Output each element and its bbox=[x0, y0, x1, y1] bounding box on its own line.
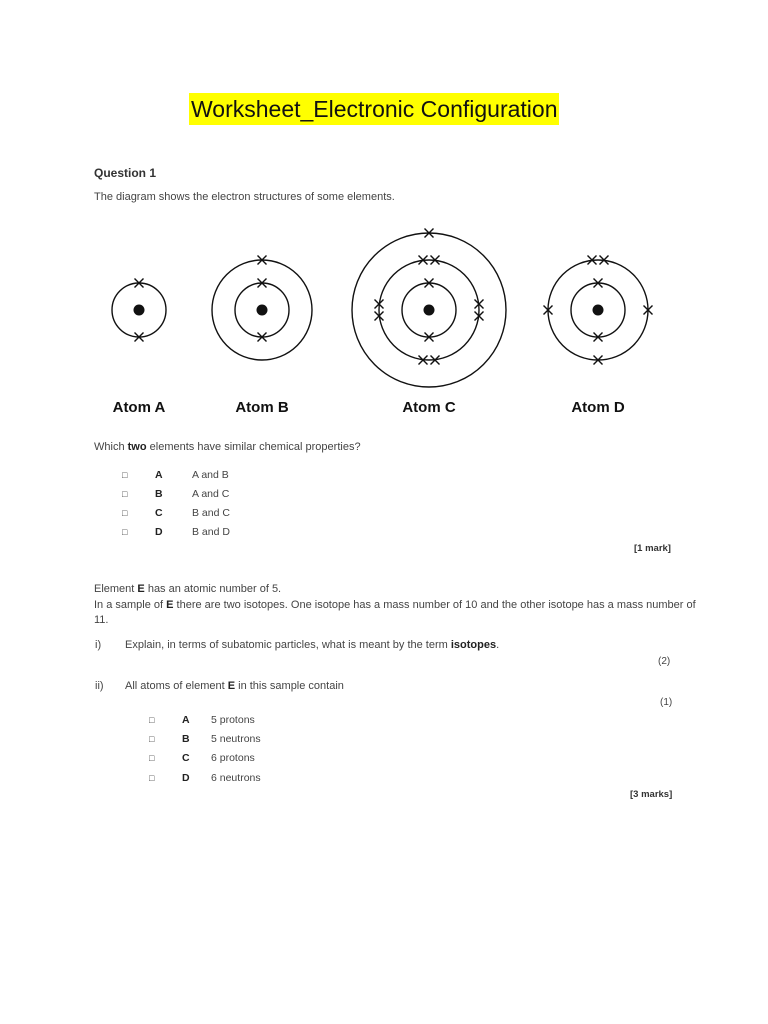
question-2-line-2: In a sample of E there are two isotopes. One isotope has a mass number of 10 and the other isotope has a mass number of bbox=[94, 599, 696, 611]
atom-a-diagram bbox=[112, 279, 166, 342]
option-text: B and C bbox=[192, 507, 230, 519]
nucleus bbox=[257, 305, 268, 316]
option-letter: B bbox=[155, 488, 163, 500]
option-letter: D bbox=[155, 526, 163, 538]
checkbox-icon[interactable]: □ bbox=[149, 773, 155, 783]
atom-a-label: Atom A bbox=[112, 399, 166, 416]
option-text: A and C bbox=[192, 488, 230, 500]
question-2-line-1: Element E has an atomic number of 5. bbox=[94, 583, 282, 595]
option-letter: C bbox=[155, 507, 163, 519]
part-ii-marks: (1) bbox=[660, 697, 673, 708]
option-text: A and B bbox=[192, 469, 229, 481]
option-letter: D bbox=[182, 772, 190, 784]
question-2-marks: [3 marks] bbox=[630, 789, 673, 800]
atom-diagrams bbox=[0, 220, 768, 430]
worksheet-title: Worksheet_Electronic Configuration bbox=[189, 93, 559, 125]
checkbox-icon[interactable]: □ bbox=[122, 489, 128, 499]
option-text: 5 protons bbox=[211, 714, 255, 726]
part-ii-numeral: ii) bbox=[95, 680, 104, 692]
part-i-text: Explain, in terms of subatomic particles, what is meant by the term isotopes. bbox=[125, 639, 500, 651]
checkbox-icon[interactable]: □ bbox=[149, 753, 155, 763]
option-letter: A bbox=[182, 714, 190, 726]
question-1-intro: The diagram shows the electron structures of some elements. bbox=[94, 191, 395, 203]
checkbox-icon[interactable]: □ bbox=[122, 470, 128, 480]
option-text: 6 protons bbox=[211, 752, 255, 764]
part-i-marks: (2) bbox=[658, 656, 671, 667]
nucleus bbox=[424, 305, 435, 316]
checkbox-icon[interactable]: □ bbox=[122, 527, 128, 537]
atom-b-label: Atom B bbox=[235, 399, 289, 416]
option-text: 6 neutrons bbox=[211, 772, 261, 784]
checkbox-icon[interactable]: □ bbox=[149, 715, 155, 725]
question-1-marks: [1 mark] bbox=[634, 543, 671, 554]
nucleus bbox=[593, 305, 604, 316]
checkbox-icon[interactable]: □ bbox=[149, 734, 155, 744]
part-i-numeral: i) bbox=[95, 639, 102, 651]
question-1-heading: Question 1 bbox=[94, 166, 157, 180]
question-1-prompt: Which two elements have similar chemical properties? bbox=[94, 441, 361, 453]
option-letter: C bbox=[182, 752, 190, 764]
part-ii-text: All atoms of element E in this sample contain bbox=[125, 680, 344, 692]
option-letter: A bbox=[155, 469, 163, 481]
checkbox-icon[interactable]: □ bbox=[122, 508, 128, 518]
option-letter: B bbox=[182, 733, 190, 745]
option-text: 5 neutrons bbox=[211, 733, 261, 745]
option-text: B and D bbox=[192, 526, 230, 538]
nucleus bbox=[134, 305, 145, 316]
atom-c-diagram bbox=[352, 229, 506, 388]
atom-d-diagram bbox=[544, 256, 653, 365]
atom-b-diagram bbox=[212, 256, 312, 361]
question-2-line-3: 11. bbox=[94, 614, 109, 626]
atom-d-label: Atom D bbox=[571, 399, 625, 416]
atom-c-label: Atom C bbox=[402, 399, 456, 416]
